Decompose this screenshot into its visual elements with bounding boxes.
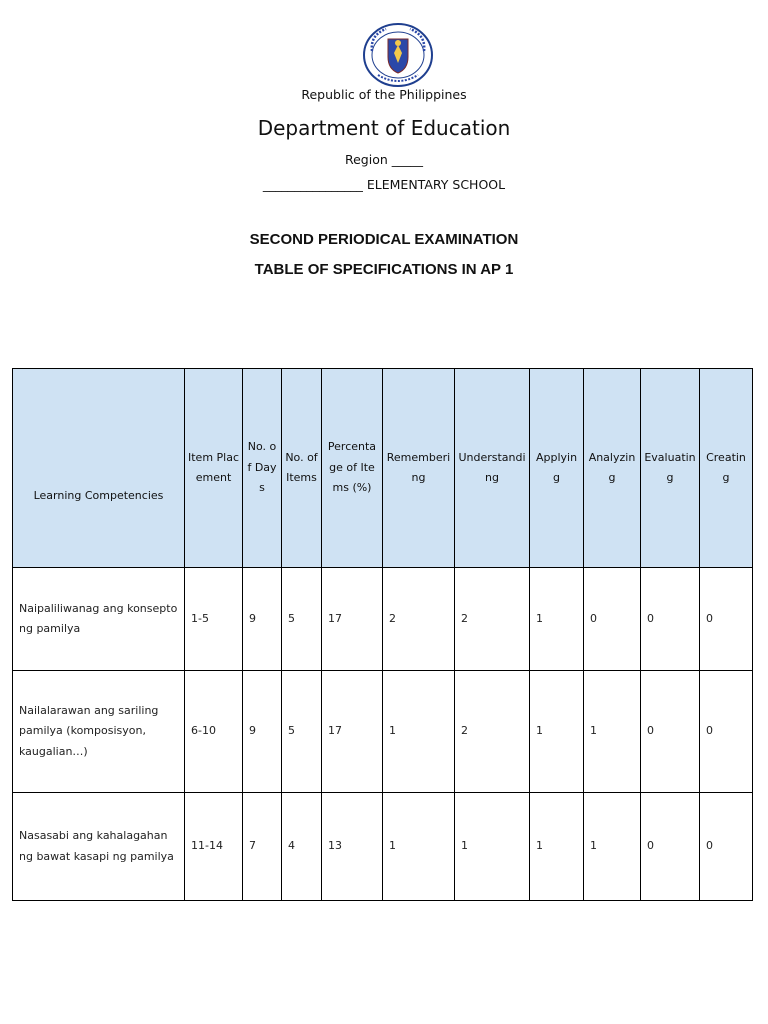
table-cell: 0 <box>641 671 700 793</box>
table-cell: 0 <box>700 793 753 901</box>
table-cell: 5 <box>282 671 322 793</box>
column-header: Understanding <box>455 369 530 568</box>
column-header: Creating <box>700 369 753 568</box>
column-header: Analyzing <box>584 369 641 568</box>
table-header-row <box>13 369 753 568</box>
department-title: Department of Education <box>257 116 511 140</box>
table-cell: 1 <box>530 793 584 901</box>
table-cell: 11-14 <box>185 793 243 901</box>
table-row <box>13 671 753 793</box>
column-header: Percentage of Items (%) <box>322 369 383 568</box>
table-cell: 1 <box>383 793 455 901</box>
table-cell: 2 <box>383 568 455 671</box>
table-row <box>13 793 753 901</box>
region-field: Region _____ <box>344 152 423 167</box>
column-header: Remembering <box>383 369 455 568</box>
table-cell: 2 <box>455 671 530 793</box>
table-cell: 9 <box>243 671 282 793</box>
table-cell: 7 <box>243 793 282 901</box>
tos-title: TABLE OF SPECIFICATIONS IN AP 1 <box>254 261 514 278</box>
competency-cell: Nailalarawan ang sariling pamilya (komposisyon, kaugalian…) <box>13 671 185 793</box>
specifications-table <box>12 368 753 901</box>
republic-text: Republic of the Philippines <box>301 87 467 102</box>
school-field: ________________ ELEMENTARY SCHOOL <box>262 177 506 192</box>
table-cell: 1 <box>584 671 641 793</box>
column-header: Learning Competencies <box>13 369 185 568</box>
table-cell: 1 <box>584 793 641 901</box>
column-header: Evaluating <box>641 369 700 568</box>
table-cell: 1-5 <box>185 568 243 671</box>
table-row <box>13 568 753 671</box>
table-cell: 1 <box>455 793 530 901</box>
table-cell: 0 <box>584 568 641 671</box>
exam-title: SECOND PERIODICAL EXAMINATION <box>249 231 519 248</box>
column-header: No. of Days <box>243 369 282 568</box>
table-cell: 9 <box>243 568 282 671</box>
table-cell: 0 <box>700 568 753 671</box>
table-cell: 17 <box>322 671 383 793</box>
column-header: No. of Items <box>282 369 322 568</box>
deped-seal-logo <box>362 23 434 87</box>
competency-cell: Nasasabi ang kahalagahan ng bawat kasapi ng pamilya <box>13 793 185 901</box>
table-cell: 17 <box>322 568 383 671</box>
table-cell: 1 <box>383 671 455 793</box>
competency-cell: Naipaliliwanag ang konsepto ng pamilya <box>13 568 185 671</box>
table-cell: 0 <box>700 671 753 793</box>
table-cell: 0 <box>641 568 700 671</box>
table-cell: 6-10 <box>185 671 243 793</box>
table-cell: 4 <box>282 793 322 901</box>
column-header: Applying <box>530 369 584 568</box>
table-cell: 1 <box>530 568 584 671</box>
table-cell: 1 <box>530 671 584 793</box>
table-cell: 2 <box>455 568 530 671</box>
table-cell: 5 <box>282 568 322 671</box>
column-header: Item Placement <box>185 369 243 568</box>
table-cell: 13 <box>322 793 383 901</box>
table-cell: 0 <box>641 793 700 901</box>
